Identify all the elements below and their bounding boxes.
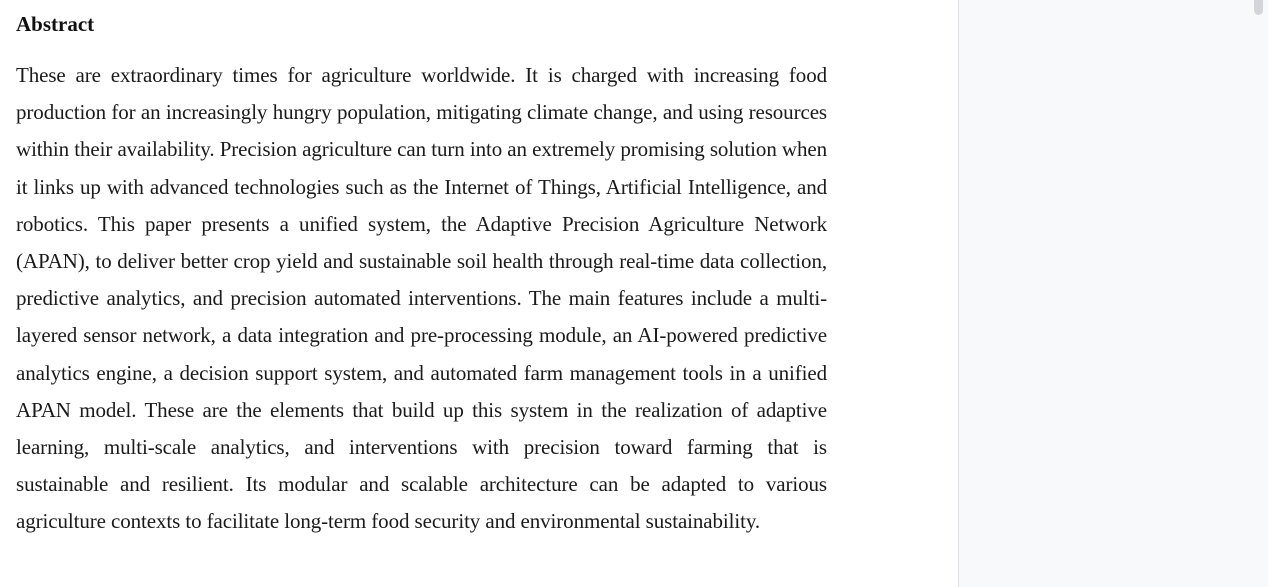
- abstract-heading: Abstract: [16, 12, 95, 36]
- scrollbar-thumb[interactable]: [1254, 0, 1263, 15]
- side-panel: [959, 0, 1268, 587]
- abstract-paragraph: These are extraordinary times for agriculture worldwide. It is charged with increasing food production for an increasingly hungry population, mitigating climate change, and using resources within their availability. Precision agriculture can turn into an extremely promising solution when it links up with advanced technologies such as the Internet of Things, Artificial Intelligence, and robotics. This paper presents a unified system, the Adaptive Precision Agriculture Network (APAN), to deliver better crop yield and sustainable soil health through real-time data collection, predictive analytics, and precision automated interventions. The main features include a multi-layered sensor network, a data integration and pre-processing module, an AI-powered predictive analytics engine, a decision support system, and automated farm management tools in a unified APAN model. These are the elements that build up this system in the realization of adaptive learning, multi-scale analytics, and interventions with precision toward farming that is sustainable and resilient. Its modular and scalable architecture can be adapted to various agriculture contexts to facilitate long-term food security and environmental sustainability.: [16, 63, 827, 534]
